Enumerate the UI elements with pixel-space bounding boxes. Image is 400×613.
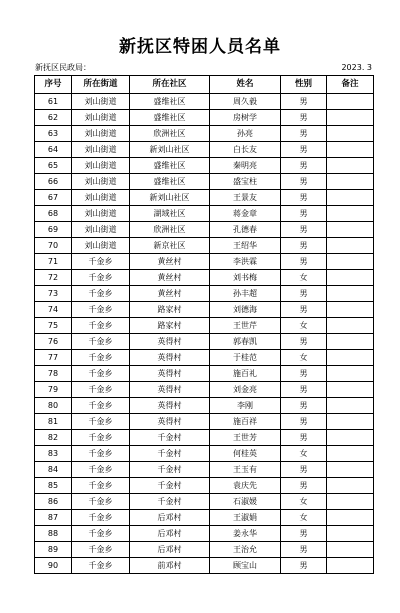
cell-name: 何桂英 <box>210 446 281 462</box>
cell-gender: 男 <box>281 206 327 222</box>
cell-number: 67 <box>35 190 72 206</box>
cell-name: 刘金亮 <box>210 382 281 398</box>
cell-street: 千金乡 <box>72 446 130 462</box>
cell-community: 欣洲社区 <box>130 222 210 238</box>
cell-street: 刘山街道 <box>72 190 130 206</box>
cell-remark <box>327 206 374 222</box>
table-row <box>35 94 374 110</box>
cell-number: 65 <box>35 158 72 174</box>
document-date: 2023. 3 <box>341 63 372 72</box>
cell-remark <box>327 462 374 478</box>
cell-community: 盛维社区 <box>130 94 210 110</box>
table-row <box>35 510 374 526</box>
cell-gender: 男 <box>281 414 327 430</box>
cell-community: 千金村 <box>130 462 210 478</box>
cell-street: 千金乡 <box>72 542 130 558</box>
cell-remark <box>327 222 374 238</box>
table-row <box>35 270 374 286</box>
cell-name: 顾宝山 <box>210 558 281 574</box>
cell-name: 王世芳 <box>210 430 281 446</box>
cell-gender: 男 <box>281 366 327 382</box>
cell-community: 新刘山社区 <box>130 190 210 206</box>
cell-street: 刘山街道 <box>72 174 130 190</box>
cell-name: 施百礼 <box>210 366 281 382</box>
cell-number: 63 <box>35 126 72 142</box>
cell-remark <box>327 270 374 286</box>
cell-street: 千金乡 <box>72 510 130 526</box>
table-row <box>35 558 374 574</box>
cell-street: 刘山街道 <box>72 206 130 222</box>
cell-community: 欣洲社区 <box>130 126 210 142</box>
cell-remark <box>327 350 374 366</box>
cell-number: 89 <box>35 542 72 558</box>
cell-street: 千金乡 <box>72 254 130 270</box>
cell-community: 后邓村 <box>130 510 210 526</box>
cell-name: 石淑媛 <box>210 494 281 510</box>
cell-community: 新刘山社区 <box>130 142 210 158</box>
cell-number: 68 <box>35 206 72 222</box>
cell-community: 盛维社区 <box>130 110 210 126</box>
cell-gender: 男 <box>281 126 327 142</box>
column-header-community: 所在社区 <box>130 76 210 94</box>
cell-street: 千金乡 <box>72 334 130 350</box>
cell-gender: 女 <box>281 270 327 286</box>
cell-number: 64 <box>35 142 72 158</box>
cell-name: 孙亮 <box>210 126 281 142</box>
table-row <box>35 190 374 206</box>
table-row <box>35 302 374 318</box>
cell-community: 盛维社区 <box>130 174 210 190</box>
cell-street: 千金乡 <box>72 318 130 334</box>
cell-name: 李刚 <box>210 398 281 414</box>
cell-gender: 女 <box>281 318 327 334</box>
table-row <box>35 366 374 382</box>
cell-number: 83 <box>35 446 72 462</box>
page-title: 新抚区特困人员名单 <box>119 37 281 57</box>
cell-gender: 男 <box>281 542 327 558</box>
cell-name: 王绍华 <box>210 238 281 254</box>
roster-body <box>35 94 374 574</box>
cell-community: 黄丝村 <box>130 270 210 286</box>
cell-gender: 男 <box>281 462 327 478</box>
cell-name: 王治允 <box>210 542 281 558</box>
cell-name: 孙丰超 <box>210 286 281 302</box>
cell-number: 79 <box>35 382 72 398</box>
cell-number: 74 <box>35 302 72 318</box>
cell-community: 英得村 <box>130 366 210 382</box>
column-header-name: 姓名 <box>210 76 281 94</box>
column-header-number: 序号 <box>35 76 72 94</box>
cell-gender: 男 <box>281 174 327 190</box>
cell-number: 88 <box>35 526 72 542</box>
cell-street: 千金乡 <box>72 382 130 398</box>
cell-remark <box>327 366 374 382</box>
cell-remark <box>327 238 374 254</box>
cell-street: 刘山街道 <box>72 142 130 158</box>
cell-community: 路家村 <box>130 318 210 334</box>
table-row <box>35 238 374 254</box>
cell-community: 英得村 <box>130 334 210 350</box>
table-row <box>35 446 374 462</box>
table-row <box>35 286 374 302</box>
cell-number: 75 <box>35 318 72 334</box>
cell-number: 76 <box>35 334 72 350</box>
cell-street: 刘山街道 <box>72 238 130 254</box>
table-row <box>35 126 374 142</box>
cell-name: 蒋金章 <box>210 206 281 222</box>
table-row <box>35 318 374 334</box>
cell-community: 新京社区 <box>130 238 210 254</box>
cell-name: 刘书梅 <box>210 270 281 286</box>
cell-remark <box>327 414 374 430</box>
cell-remark <box>327 430 374 446</box>
cell-gender: 女 <box>281 446 327 462</box>
table-row <box>35 542 374 558</box>
table-row <box>35 398 374 414</box>
cell-number: 78 <box>35 366 72 382</box>
cell-community: 盛维社区 <box>130 158 210 174</box>
cell-number: 62 <box>35 110 72 126</box>
cell-street: 刘山街道 <box>72 94 130 110</box>
table-row <box>35 222 374 238</box>
cell-community: 英得村 <box>130 382 210 398</box>
table-row <box>35 414 374 430</box>
cell-remark <box>327 334 374 350</box>
cell-number: 85 <box>35 478 72 494</box>
cell-street: 千金乡 <box>72 558 130 574</box>
cell-number: 72 <box>35 270 72 286</box>
cell-street: 千金乡 <box>72 526 130 542</box>
cell-remark <box>327 398 374 414</box>
cell-gender: 男 <box>281 526 327 542</box>
cell-number: 80 <box>35 398 72 414</box>
cell-remark <box>327 510 374 526</box>
cell-gender: 女 <box>281 510 327 526</box>
cell-name: 王世芹 <box>210 318 281 334</box>
cell-name: 秦明亮 <box>210 158 281 174</box>
cell-remark <box>327 254 374 270</box>
cell-gender: 女 <box>281 494 327 510</box>
cell-gender: 男 <box>281 94 327 110</box>
cell-community: 英得村 <box>130 414 210 430</box>
cell-gender: 男 <box>281 558 327 574</box>
cell-remark <box>327 318 374 334</box>
column-header-street: 所在街道 <box>72 76 130 94</box>
cell-remark <box>327 382 374 398</box>
cell-gender: 男 <box>281 286 327 302</box>
cell-street: 千金乡 <box>72 350 130 366</box>
table-row <box>35 478 374 494</box>
cell-remark <box>327 190 374 206</box>
cell-gender: 男 <box>281 158 327 174</box>
cell-gender: 男 <box>281 430 327 446</box>
cell-name: 李洪霖 <box>210 254 281 270</box>
cell-name: 盛宝柱 <box>210 174 281 190</box>
cell-gender: 女 <box>281 350 327 366</box>
cell-name: 于桂范 <box>210 350 281 366</box>
cell-remark <box>327 494 374 510</box>
table-row <box>35 110 374 126</box>
cell-street: 千金乡 <box>72 366 130 382</box>
cell-gender: 男 <box>281 382 327 398</box>
cell-name: 孔德春 <box>210 222 281 238</box>
cell-street: 千金乡 <box>72 398 130 414</box>
cell-community: 后邓村 <box>130 542 210 558</box>
cell-number: 86 <box>35 494 72 510</box>
cell-street: 刘山街道 <box>72 222 130 238</box>
cell-community: 黄丝村 <box>130 286 210 302</box>
cell-number: 73 <box>35 286 72 302</box>
cell-name: 王景友 <box>210 190 281 206</box>
cell-community: 湖域社区 <box>130 206 210 222</box>
cell-remark <box>327 94 374 110</box>
table-row <box>35 430 374 446</box>
cell-name: 王玉有 <box>210 462 281 478</box>
cell-remark <box>327 478 374 494</box>
cell-number: 84 <box>35 462 72 478</box>
cell-street: 千金乡 <box>72 478 130 494</box>
cell-gender: 男 <box>281 302 327 318</box>
cell-name: 施百祥 <box>210 414 281 430</box>
cell-community: 后邓村 <box>130 526 210 542</box>
cell-remark <box>327 558 374 574</box>
cell-street: 刘山街道 <box>72 126 130 142</box>
table-row <box>35 158 374 174</box>
cell-number: 90 <box>35 558 72 574</box>
column-header-gender: 性别 <box>281 76 327 94</box>
cell-gender: 男 <box>281 334 327 350</box>
cell-community: 英得村 <box>130 398 210 414</box>
cell-gender: 男 <box>281 478 327 494</box>
table-row <box>35 254 374 270</box>
cell-gender: 男 <box>281 398 327 414</box>
cell-remark <box>327 542 374 558</box>
cell-number: 70 <box>35 238 72 254</box>
table-row <box>35 526 374 542</box>
cell-street: 千金乡 <box>72 286 130 302</box>
cell-remark <box>327 142 374 158</box>
cell-name: 刘德海 <box>210 302 281 318</box>
cell-remark <box>327 526 374 542</box>
cell-gender: 男 <box>281 254 327 270</box>
cell-community: 黄丝村 <box>130 254 210 270</box>
cell-number: 81 <box>35 414 72 430</box>
cell-street: 刘山街道 <box>72 158 130 174</box>
table-row <box>35 142 374 158</box>
cell-gender: 男 <box>281 110 327 126</box>
cell-community: 前邓村 <box>130 558 210 574</box>
cell-street: 千金乡 <box>72 494 130 510</box>
table-row <box>35 382 374 398</box>
table-row <box>35 174 374 190</box>
cell-street: 千金乡 <box>72 414 130 430</box>
cell-number: 77 <box>35 350 72 366</box>
cell-name: 姜永华 <box>210 526 281 542</box>
cell-gender: 男 <box>281 222 327 238</box>
cell-gender: 男 <box>281 142 327 158</box>
cell-name: 房树学 <box>210 110 281 126</box>
cell-community: 千金村 <box>130 478 210 494</box>
cell-remark <box>327 302 374 318</box>
cell-community: 千金村 <box>130 430 210 446</box>
cell-number: 66 <box>35 174 72 190</box>
table-row <box>35 494 374 510</box>
cell-name: 袁庆先 <box>210 478 281 494</box>
cell-number: 87 <box>35 510 72 526</box>
table-row <box>35 334 374 350</box>
cell-name: 郭春凯 <box>210 334 281 350</box>
cell-community: 千金村 <box>130 446 210 462</box>
table-row <box>35 462 374 478</box>
cell-number: 61 <box>35 94 72 110</box>
cell-remark <box>327 126 374 142</box>
header-row <box>35 76 374 94</box>
cell-community: 英得村 <box>130 350 210 366</box>
cell-number: 82 <box>35 430 72 446</box>
roster-table <box>34 75 374 574</box>
cell-street: 千金乡 <box>72 302 130 318</box>
cell-community: 千金村 <box>130 494 210 510</box>
column-header-remark: 备注 <box>327 76 374 94</box>
table-row <box>35 206 374 222</box>
table-row <box>35 350 374 366</box>
cell-street: 千金乡 <box>72 270 130 286</box>
cell-remark <box>327 446 374 462</box>
cell-gender: 男 <box>281 238 327 254</box>
cell-remark <box>327 174 374 190</box>
cell-street: 千金乡 <box>72 430 130 446</box>
cell-gender: 男 <box>281 190 327 206</box>
cell-name: 白长友 <box>210 142 281 158</box>
issuing-organization: 新抚区民政局： <box>35 63 91 72</box>
cell-name: 王淑娟 <box>210 510 281 526</box>
cell-number: 71 <box>35 254 72 270</box>
cell-remark <box>327 110 374 126</box>
cell-remark <box>327 286 374 302</box>
cell-remark <box>327 158 374 174</box>
cell-name: 周久毅 <box>210 94 281 110</box>
cell-community: 路家村 <box>130 302 210 318</box>
cell-street: 千金乡 <box>72 462 130 478</box>
cell-number: 69 <box>35 222 72 238</box>
cell-street: 刘山街道 <box>72 110 130 126</box>
